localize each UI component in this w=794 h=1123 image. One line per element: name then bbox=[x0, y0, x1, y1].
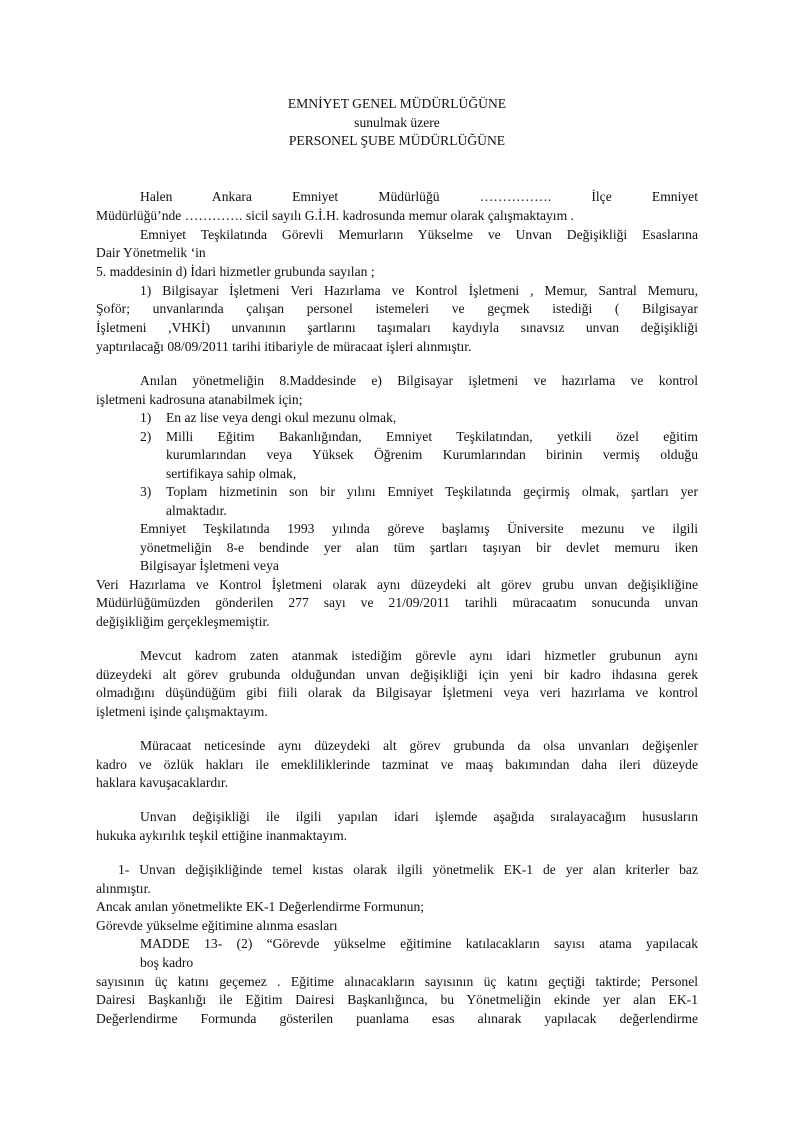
text-line: sayısının üç katını geçemez . Eğitime alınacakların sayısının üç katını geçtiği taktirde; Personel bbox=[96, 974, 698, 989]
text-line: Müdürlüğü’nde …………. sicil sayılı G.İ.H. kadrosunda memur olarak çalışmaktayım . bbox=[96, 208, 574, 223]
list-item: Toplam hizmetinin son bir yılını Emniyet Teşkilatında geçirmiş olmak, şartları yer bbox=[166, 484, 698, 499]
text-line: işletmeni işinde çalışmaktayım. bbox=[96, 704, 268, 719]
list-number: 1) bbox=[140, 410, 152, 425]
text-line: MADDE 13- (2) “Görevde yükselme eğitimine katılacakların sayısı atama yapılacak bbox=[140, 936, 698, 951]
header-addressee: EMNİYET GENEL MÜDÜRLÜĞÜNE bbox=[287, 96, 507, 111]
list-item: Milli Eğitim Bakanlığından, Emniyet Teşkilatından, yetkili özel eğitim bbox=[166, 429, 698, 444]
text-line: Anılan yönetmeliğin 8.Maddesinde e) Bilgisayar işletmeni ve hazırlama ve kontrol bbox=[140, 373, 698, 388]
text-line: haklara kavuşacaklardır. bbox=[96, 775, 229, 790]
text-line: düzeydeki alt görev grubunda olduğundan unvan değişikliği için yeni bir kadro ihdasına gerek bbox=[96, 667, 698, 682]
header-department: PERSONEL ŞUBE MÜDÜRLÜĞÜNE bbox=[288, 133, 506, 148]
text-line: değişikliğim gerçekleşmemiştir. bbox=[96, 614, 270, 629]
text-line: 1- Unvan değişikliğinde temel kıstas olarak ilgili yönetmelik EK-1 de yer alan kriterler baz bbox=[118, 862, 698, 877]
list-item: kurumlarından veya Yüksek Öğrenim Kurumlarından birinin vermiş olduğu bbox=[166, 447, 698, 462]
text-line: yönetmeliğin 8-e bendinde yer alan tüm şartları taşıyan bir devlet memuru iken bbox=[140, 540, 698, 555]
list-item: sertifikaya sahip olmak, bbox=[166, 466, 297, 481]
text-line: 5. maddesinin d) İdari hizmetler grubunda sayılan ; bbox=[96, 264, 375, 279]
list-number: 3) bbox=[140, 484, 152, 499]
text-line: Unvan değişikliği ile ilgili yapılan idari işlemde aşağıda sıralayacağım hususların bbox=[140, 809, 698, 824]
text-line: Bilgisayar İşletmeni veya bbox=[140, 558, 279, 573]
header-subtitle: sunulmak üzere bbox=[354, 115, 440, 130]
text-line: Emniyet Teşkilatında 1993 yılında göreve başlamış Üniversite mezunu ve ilgili bbox=[140, 521, 698, 536]
text-line: Görevde yükselme eğitimine alınma esasları bbox=[96, 918, 338, 933]
text-line: işletmeni kadrosuna atanabilmek için; bbox=[96, 392, 303, 407]
text-line: hukuka aykırılık teşkil ettiğine inanmaktayım. bbox=[96, 828, 348, 843]
text-line: Veri Hazırlama ve Kontrol İşletmeni olarak aynı düzeydeki alt görev grubu unvan değişikliğine bbox=[96, 577, 698, 592]
text-line: Ancak anılan yönetmelikte EK-1 Değerlendirme Formunun; bbox=[96, 899, 425, 914]
text-line: 1) Bilgisayar İşletmeni Veri Hazırlama ve Kontrol İşletmeni , Memur, Santral Memuru, bbox=[140, 283, 698, 298]
text-line: Müdürlüğümüzden gönderilen 277 sayı ve 21/09/2011 tarihli müracaatım sonucunda unvan bbox=[96, 595, 698, 610]
list-item: En az lise veya dengi okul mezunu olmak, bbox=[166, 410, 397, 425]
text-line: kadro ve özlük hakları ile emekliliklerinde tazminat ve maaş bakımından daha ileri düzeyde bbox=[96, 757, 698, 772]
text-line: Dairesi Başkanlığı ile Eğitim Dairesi Başkanlığınca, bu Yönetmeliğin ekinde yer alan EK-1 bbox=[96, 992, 698, 1007]
text-line: Halen Ankara Emniyet Müdürlüğü ……………. İlçe Emniyet bbox=[140, 189, 698, 204]
text-line: Mevcut kadrom zaten atanmak istediğim görevle aynı idari hizmetler grubunun aynı bbox=[140, 648, 698, 663]
text-line: Dair Yönetmelik ‘in bbox=[96, 245, 206, 260]
text-line: boş kadro bbox=[140, 955, 194, 970]
text-line: Şoför; unvanlarında çalışan personel istemeleri ve geçmek istediği ( Bilgisayar bbox=[96, 301, 698, 316]
text-line: Emniyet Teşkilatında Görevli Memurların Yükselme ve Unvan Değişikliği Esaslarına bbox=[140, 227, 698, 242]
text-line: yaptırılacağı 08/09/2011 tarihi itibariyle de müracaat işleri alınmıştır. bbox=[96, 339, 472, 354]
list-number: 2) bbox=[140, 429, 152, 444]
text-line: Müracaat neticesinde aynı düzeydeki alt görev grubunda da olsa unvanları değişenler bbox=[140, 738, 698, 753]
text-line: İşletmeni ,VHKİ) unvanının şartlarını taşımaları kaydıyla sınavsız unvan değişikliği bbox=[96, 320, 698, 335]
text-line: Değerlendirme Formunda gösterilen puanlama esas alınarak yapılacak değerlendirme bbox=[96, 1011, 698, 1026]
text-line: olmadığını düşündüğüm gibi fiili olarak da Bilgisayar İşletmeni veya veri hazırlama ve kontrol bbox=[96, 685, 698, 700]
list-item: almaktadır. bbox=[166, 503, 227, 518]
text-line: alınmıştır. bbox=[96, 881, 151, 896]
